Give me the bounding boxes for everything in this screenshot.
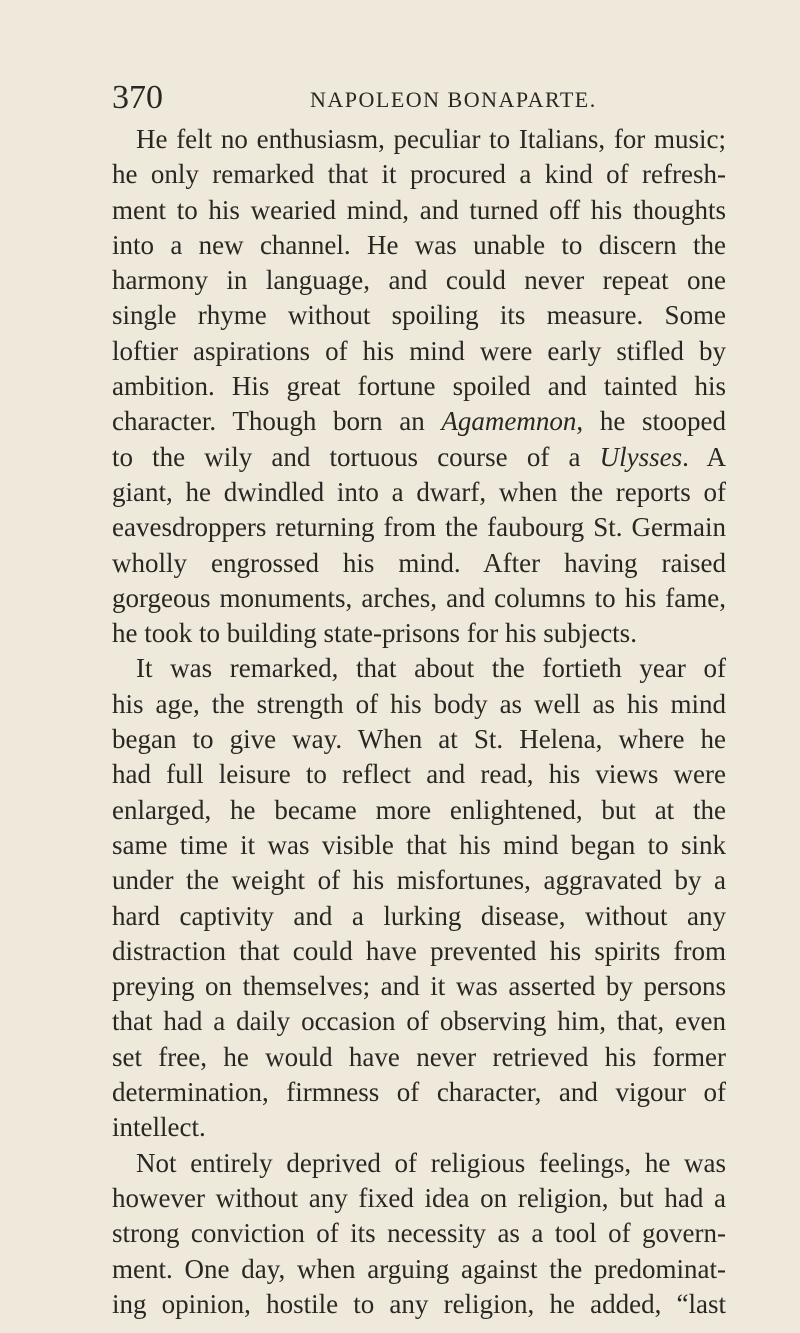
text-line: determination, firmness of character, and vigour of	[112, 1077, 726, 1108]
text-line: to the wily and tortuous course of a Ulysses. A	[112, 441, 726, 472]
text-line: Not entirely deprived of religious feelings, he was	[136, 1147, 726, 1178]
text-line: eavesdroppers returning from the faubourg St. Germain	[112, 512, 726, 543]
text-line: strong conviction of its necessity as a tool of govern-	[112, 1218, 726, 1249]
text-line: character. Though born an Agamemnon, he stooped	[112, 406, 726, 437]
italic-name: Agamemnon	[441, 406, 577, 437]
text-line: however without any fixed idea on religion, but had a	[112, 1182, 726, 1213]
text-line: enlarged, he became more enlightened, but at the	[112, 794, 726, 825]
text-line: under the weight of his misfortunes, aggravated by a	[112, 865, 726, 896]
text-line: began to give way. When at St. Helena, where he	[112, 724, 726, 755]
text-line: ment. One day, when arguing against the predominat-	[112, 1253, 726, 1284]
text-line: intellect.	[112, 1112, 206, 1143]
text-line: loftier aspirations of his mind were early stifled by	[112, 335, 726, 366]
text-line: distraction that could have prevented his spirits from	[112, 935, 726, 966]
text-line: into a new channel. He was unable to discern the	[112, 229, 726, 260]
text-line: It was remarked, that about the fortieth year of	[136, 653, 726, 684]
text-line: wholly engrossed his mind. After having raised	[112, 547, 726, 578]
italic-name: Ulysses	[599, 441, 683, 472]
text-line: giant, he dwindled into a dwarf, when the reports of	[112, 476, 726, 507]
body-text	[112, 122, 726, 1322]
text-line: harmony in language, and could never repeat one	[112, 265, 726, 296]
text-line: ambition. His great fortune spoiled and tainted his	[112, 371, 726, 402]
text-line: preying on themselves; and it was asserted by persons	[112, 971, 726, 1002]
text-line: single rhyme without spoiling its measure. Some	[112, 300, 726, 331]
running-head: NAPOLEON BONAPARTE.	[310, 87, 597, 112]
text-line: set free, he would have never retrieved his former	[112, 1041, 726, 1072]
text-line: ing opinion, hostile to any religion, he added, “last	[112, 1288, 726, 1319]
text-line: same time it was visible that his mind began to sink	[112, 829, 726, 860]
text-line: that had a daily occasion of observing him, that, even	[112, 1006, 726, 1037]
text-line: hard captivity and a lurking disease, without any	[112, 900, 726, 931]
text-line: He felt no enthusiasm, peculiar to Italians, for music;	[136, 124, 726, 154]
page-header	[112, 78, 722, 118]
text-line: his age, the strength of his body as well as his mind	[112, 688, 726, 719]
text-line: had full leisure to reflect and read, his views were	[112, 759, 726, 790]
text-line: ment to his wearied mind, and turned off his thoughts	[112, 194, 726, 225]
text-line: gorgeous monuments, arches, and columns to his fame,	[112, 582, 726, 613]
text-line: he took to building state-prisons for his subjects.	[112, 618, 637, 649]
page-number: 370	[112, 79, 163, 116]
text-line: he only remarked that it procured a kind of refresh-	[112, 159, 726, 190]
